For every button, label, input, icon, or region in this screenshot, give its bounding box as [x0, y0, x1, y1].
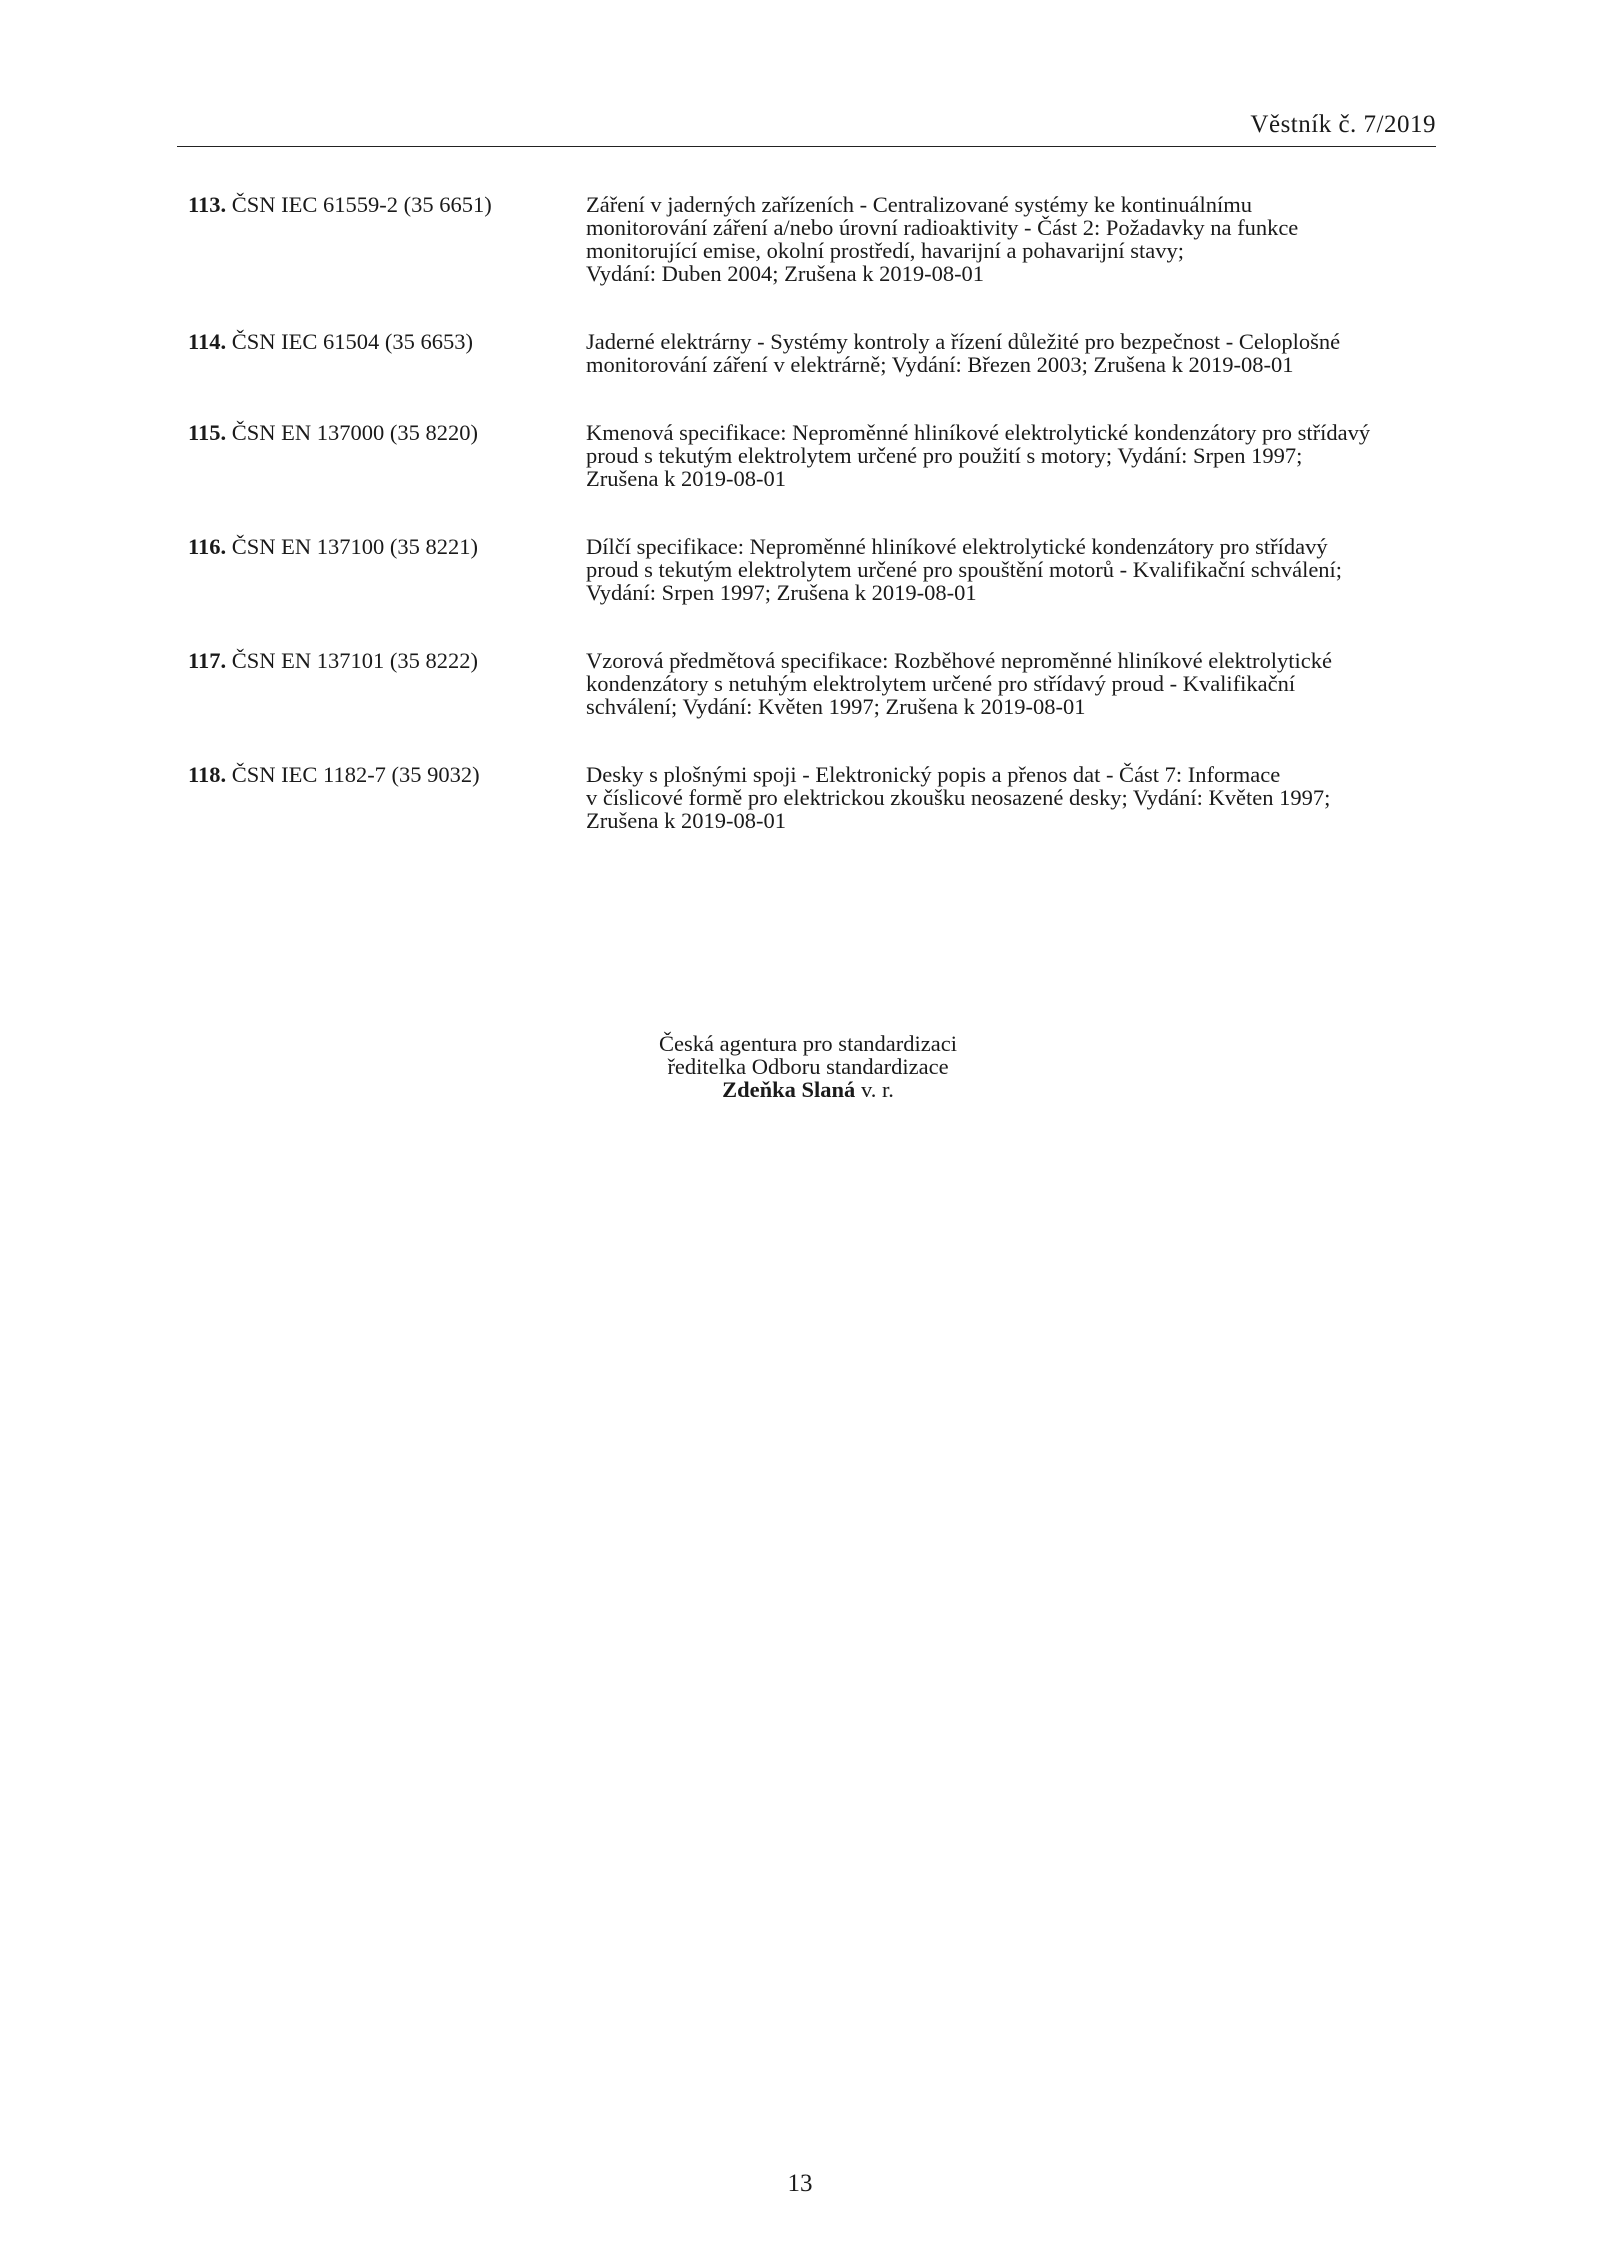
entry-description: Desky s plošnými spoji - Elektronický popis a přenos dat - Část 7: Informace v číslicové formě pro elektrickou zkoušku neosazené desky; Vydání: Květen 1997; Zrušena k 2019-08-01 — [586, 762, 1331, 833]
entry-identifier — [188, 535, 586, 604]
list-item — [188, 535, 1436, 604]
entry-number: 114. — [188, 329, 227, 354]
entry-identifier — [188, 193, 586, 285]
entry-identifier — [188, 649, 586, 718]
signature-organization: Česká agentura pro standardizaci — [659, 1031, 957, 1056]
entry-description: Vzorová předmětová specifikace: Rozběhové neproměnné hliníkové elektrolytické kondenzátory s netuhým elektrolytem určené pro střídavý proud - Kvalifikační schválení; Vydání: Květen 1997; Zrušena k 2019-08-01 — [586, 648, 1332, 719]
entry-description: Záření v jaderných zařízeních - Centralizované systémy ke kontinuálnímu monitorování záření a/nebo úrovní radioaktivity - Část 2: Požadavky na funkce monitorující emise, okolní prostředí, havarijní a pohavarijní stavy; Vydání: Duben 2004; Zrušena k 2019-08-01 — [586, 192, 1299, 286]
list-item — [188, 193, 1436, 285]
entry-description: Jaderné elektrárny - Systémy kontroly a řízení důležité pro bezpečnost - Celoplošné monitorování záření v elektrárně; Vydání: Březen 2003; Zrušena k 2019-08-01 — [586, 329, 1341, 377]
entry-number: 117. — [188, 648, 227, 673]
entry-number: 113. — [188, 192, 227, 217]
list-item — [188, 649, 1436, 718]
bulletin-title: Věstník č. 7/2019 — [1250, 111, 1436, 138]
signature-name: Zdeňka Slaná — [722, 1077, 856, 1102]
standard-code: ČSN EN 137101 (35 8222) — [231, 648, 479, 673]
entry-description: Dílčí specifikace: Neproměnné hliníkové elektrolytické kondenzátory pro střídavý proud s tekutým elektrolytem určené pro spouštění motorů - Kvalifikační schválení; Vydání: Srpen 1997; Zrušena k 2019-08-01 — [586, 534, 1343, 605]
signature-position: ředitelka Odboru standardizace — [667, 1054, 949, 1079]
entry-number: 116. — [188, 534, 227, 559]
entry-number: 115. — [188, 420, 227, 445]
page-header — [177, 110, 1436, 147]
list-item — [188, 763, 1436, 832]
entry-identifier — [188, 763, 586, 832]
standards-list — [188, 193, 1436, 877]
list-item — [188, 330, 1436, 376]
entry-description: Kmenová specifikace: Neproměnné hliníkové elektrolytické kondenzátory pro střídavý proud s tekutým elektrolytem určené pro použití s motory; Vydání: Srpen 1997; Zrušena k 2019-08-01 — [586, 420, 1371, 491]
entry-identifier — [188, 330, 586, 376]
standard-code: ČSN IEC 1182-7 (35 9032) — [231, 762, 480, 787]
list-item — [188, 421, 1436, 490]
standard-code: ČSN EN 137100 (35 8221) — [231, 534, 479, 559]
standard-code: ČSN IEC 61504 (35 6653) — [231, 329, 474, 354]
entry-number: 118. — [188, 762, 227, 787]
signature-line — [578, 1078, 1038, 1101]
signature-block — [578, 1032, 1038, 1101]
standard-code: ČSN IEC 61559-2 (35 6651) — [231, 192, 492, 217]
standard-code: ČSN EN 137000 (35 8220) — [231, 420, 479, 445]
entry-identifier — [188, 421, 586, 490]
page-number: 13 — [787, 2170, 813, 2197]
signature-suffix: v. r. — [855, 1077, 894, 1102]
